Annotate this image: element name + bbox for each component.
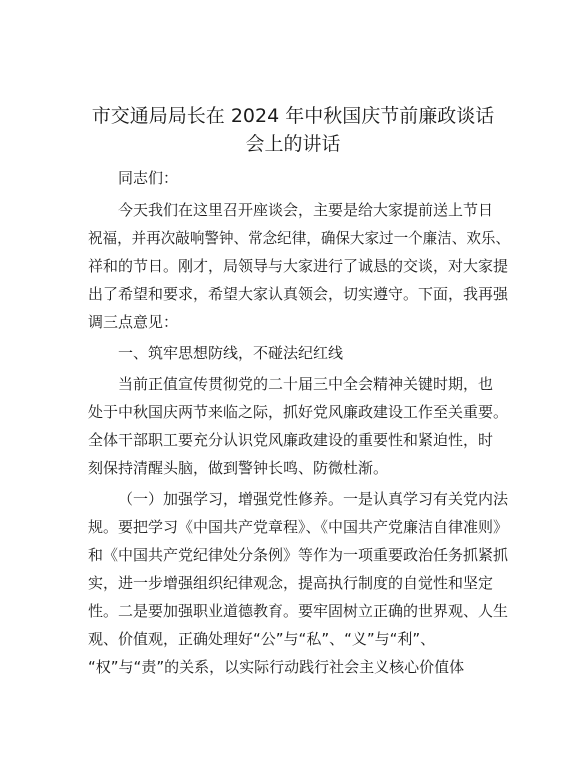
document-title-line-1: 市交通局局长在 2024 年中秋国庆节前廉政谈话 [91, 105, 495, 127]
paragraph-line: 处于中秋国庆两节来临之际，抓好党风廉政建设工作至关重要。 [88, 403, 509, 421]
paragraph-line: 观、价值观，正确处理好“公”与“私”、“义”与“利”、 [88, 630, 436, 648]
paragraph-line: 和《中国共产党纪律处分条例》等作为一项重要政治任务抓紧抓 [88, 546, 509, 564]
paragraph-line: “权”与“责”的关系，以实际行动践行社会主义核心价值体 [88, 658, 465, 676]
section-heading: 一、筑牢思想防线，不碰法纪红线 [118, 344, 344, 362]
paragraph-line: 调三点意见： [88, 313, 179, 331]
paragraph-line: 规。要把学习《中国共产党章程》、《中国共产党廉洁自律准则》 [88, 518, 509, 536]
paragraph-line: 出了希望和要求，希望大家认真领会，切实遵守。下面，我再强 [88, 285, 509, 303]
paragraph-line: 今天我们在这里召开座谈会，主要是给大家提前送上节日 [118, 201, 494, 219]
document-title-line-2: 会上的讲话 [245, 133, 341, 155]
paragraph-line: 性。二是要加强职业道德教育。要牢固树立正确的世界观、人生 [88, 602, 509, 620]
paragraph-line: （一）加强学习，增强党性修养。一是认真学习有关党内法 [118, 490, 509, 508]
paragraph-line: 刻保持清醒头脑，做到警钟长鸣、防微杜渐。 [88, 459, 389, 477]
paragraph-line: 祥和的节日。刚才，局领导与大家进行了诚恳的交谈，对大家提 [88, 257, 509, 275]
paragraph-line: 全体干部职工要充分认识党风廉政建设的重要性和紧迫性，时 [88, 431, 494, 449]
paragraph-line: 实，进一步增强组织纪律观念，提高执行制度的自觉性和坚定 [88, 574, 494, 592]
paragraph-line: 当前正值宣传贯彻党的二十届三中全会精神关键时期，也 [118, 375, 494, 393]
paragraph-line: 祝福，并再次敲响警钟、常念纪律，确保大家过一个廉洁、欢乐、 [88, 229, 511, 247]
salutation: 同志们： [118, 169, 179, 187]
